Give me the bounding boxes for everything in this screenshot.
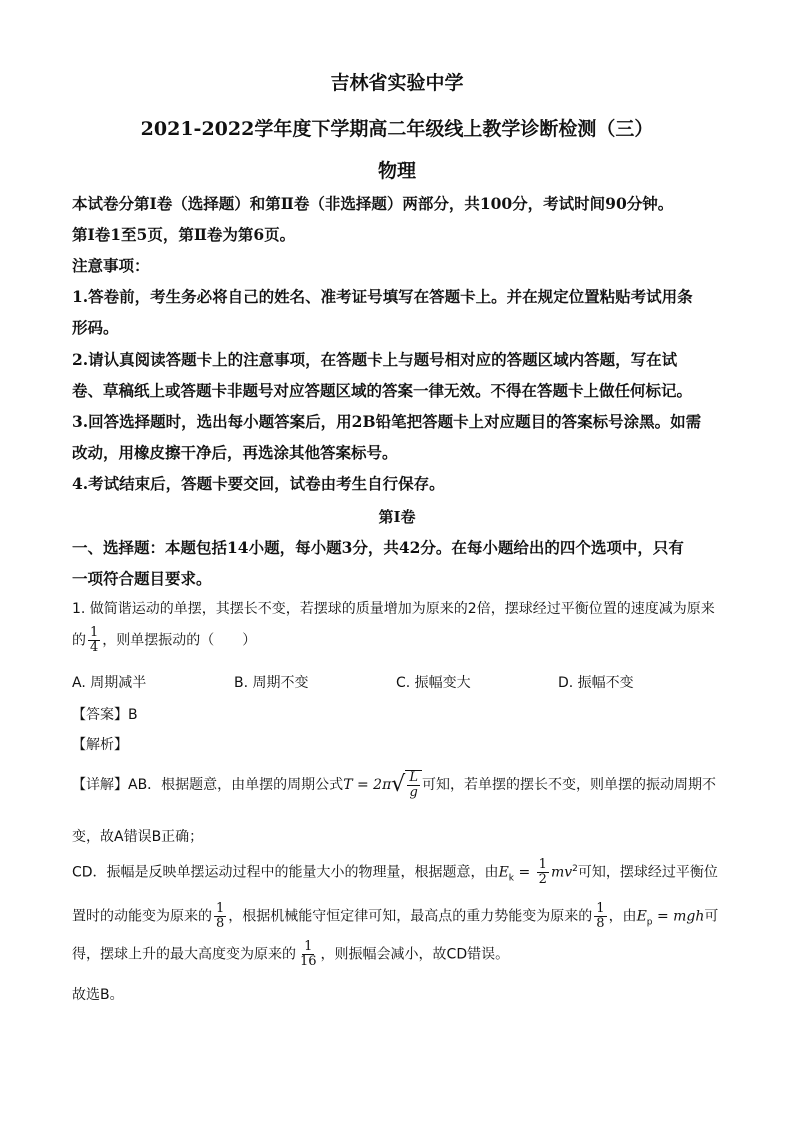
- note-2b: 卷、草稿纸上或答题卡非题号对应答题区域的答案一律无效。不得在答题卡上做任何标记。: [72, 381, 693, 400]
- q1-options: [72, 672, 722, 692]
- fraction-denominator: 8: [216, 916, 225, 931]
- subject-title: 物理: [377, 160, 416, 182]
- mv-square: 2: [572, 863, 578, 874]
- intro-line-1: 本试卷分第Ⅰ卷（选择题）和第Ⅱ卷（非选择题）两部分，共100分，考试时间90分钟。: [72, 194, 674, 213]
- sixteenth-fraction: [298, 940, 319, 969]
- sqrt-radicand: [405, 770, 422, 800]
- detail-line-2: 变，故A错误B正确；: [72, 829, 204, 845]
- detail-3-post: 可知，摆球经过平衡位: [577, 864, 718, 881]
- note-1a: 1.答卷前，考生务必将自己的姓名、准考证号填写在答题卡上。并在规定位置粘贴考试用条: [72, 287, 693, 306]
- note-1b: 形码。: [72, 318, 119, 337]
- analysis-tag: 【解析】: [72, 737, 128, 753]
- note-2a: 2.请认真阅读答题卡上的注意事项，在答题卡上与题号相对应的答题区域内答题，写在试: [72, 350, 678, 369]
- detail-4-mid: ，根据机械能守恒定律可知，最高点的重力势能变为原来的: [228, 908, 593, 925]
- detail-4-pre: 置时的动能变为原来的: [72, 908, 212, 925]
- section-title: 第Ⅰ卷: [378, 508, 416, 526]
- conclusion: 故选B。: [72, 987, 124, 1003]
- detail-line-4: [72, 902, 722, 931]
- fraction-numerator: 1: [90, 625, 99, 640]
- option-d: D. 振幅不变: [558, 675, 634, 691]
- intro-line-2: 第Ⅰ卷1至5页，第Ⅱ卷为第6页。: [72, 225, 296, 244]
- note-3a: 3.回答选择题时，选出每小题答案后，用2B铅笔把答题卡上对应题目的答案标号涂黑。如需: [72, 412, 702, 431]
- ek-symbol: E: [498, 864, 509, 881]
- fraction-numerator: 1: [538, 857, 547, 872]
- fraction-numerator: 1: [596, 901, 605, 916]
- detail-line-5: [72, 940, 722, 969]
- answer-value: B: [128, 707, 138, 723]
- option-a: A. 周期减半: [72, 675, 147, 691]
- detail-line-1: [72, 770, 722, 800]
- q1-answer: [72, 704, 722, 724]
- section-instructions-b: 一项符合题目要求。: [72, 569, 212, 588]
- detail-1-pre: AB．根据题意，由单摆的周期公式: [128, 777, 344, 793]
- ep-subscript: p: [646, 917, 653, 928]
- q1-stem-b-post: ，则单摆振动的（ ）: [102, 632, 257, 649]
- ek-eq: =: [514, 864, 535, 881]
- eighth-fraction-2: [594, 902, 606, 931]
- ep-formula: = mgh: [652, 908, 705, 925]
- school-title: 吉林省实验中学: [330, 72, 464, 94]
- q1-stem-b: [72, 626, 722, 655]
- fraction-numerator: 1: [304, 939, 313, 954]
- detail-5-post: ，则振幅会减小，故CD错误。: [320, 946, 510, 963]
- note-4: 4.考试结束后，答题卡要交回，试卷由考生自行保存。: [72, 474, 445, 493]
- mv-symbol: mv: [550, 864, 573, 881]
- q1-fraction: [88, 626, 100, 655]
- sqrt-formula: [391, 770, 422, 800]
- detail-tag: 【详解】: [72, 777, 128, 793]
- detail-line-3: [72, 858, 722, 887]
- option-b: B. 周期不变: [234, 675, 309, 691]
- ek-subscript: k: [508, 873, 515, 884]
- l-over-g: [407, 771, 420, 800]
- ep-symbol: E: [636, 908, 647, 925]
- half-fraction: [537, 858, 549, 887]
- section-instructions-a: 一、选择题：本题包括14小题，每小题3分，共42分。在每小题给出的四个选项中，只有: [72, 538, 684, 557]
- detail-4-post: 可: [704, 908, 719, 925]
- detail-3-pre: CD．振幅是反映单摆运动过程中的能量大小的物理量，根据题意，由: [72, 864, 499, 881]
- fraction-denominator: 8: [596, 916, 605, 931]
- notes-heading: 注意事项：: [72, 256, 150, 275]
- detail-4-mid2: ，由: [608, 908, 637, 925]
- option-c: C. 振幅变大: [396, 675, 471, 691]
- detail-5-pre: 得，摆球上升的最大高度变为原来的: [72, 946, 296, 963]
- formula-T: T: [343, 777, 353, 793]
- eighth-fraction-1: [214, 902, 226, 931]
- fraction-numerator: L: [409, 770, 418, 785]
- detail-1-post: 可知，若单摆的摆长不变，则单摆的振动周期不: [421, 777, 716, 793]
- exam-title: 2021-2022学年度下学期高二年级线上教学诊断检测（三）: [140, 118, 654, 140]
- fraction-denominator: 4: [90, 640, 99, 655]
- fraction-denominator: 16: [300, 954, 317, 969]
- answer-tag: 【答案】: [72, 707, 128, 723]
- fraction-numerator: 1: [216, 901, 225, 916]
- fraction-denominator: g: [409, 785, 418, 800]
- formula-eq: = 2π: [352, 777, 392, 793]
- q1-stem-b-pre: 的: [72, 632, 86, 649]
- note-3b: 改动，用橡皮擦干净后，再选涂其他答案标号。: [72, 443, 398, 462]
- fraction-denominator: 2: [538, 872, 547, 887]
- q1-stem-a: 1. 做简谐运动的单摆，其摆长不变，若摆球的质量增加为原来的2倍，摆球经过平衡位置的速度减为原来: [72, 601, 715, 617]
- sqrt-sign: √: [391, 772, 406, 797]
